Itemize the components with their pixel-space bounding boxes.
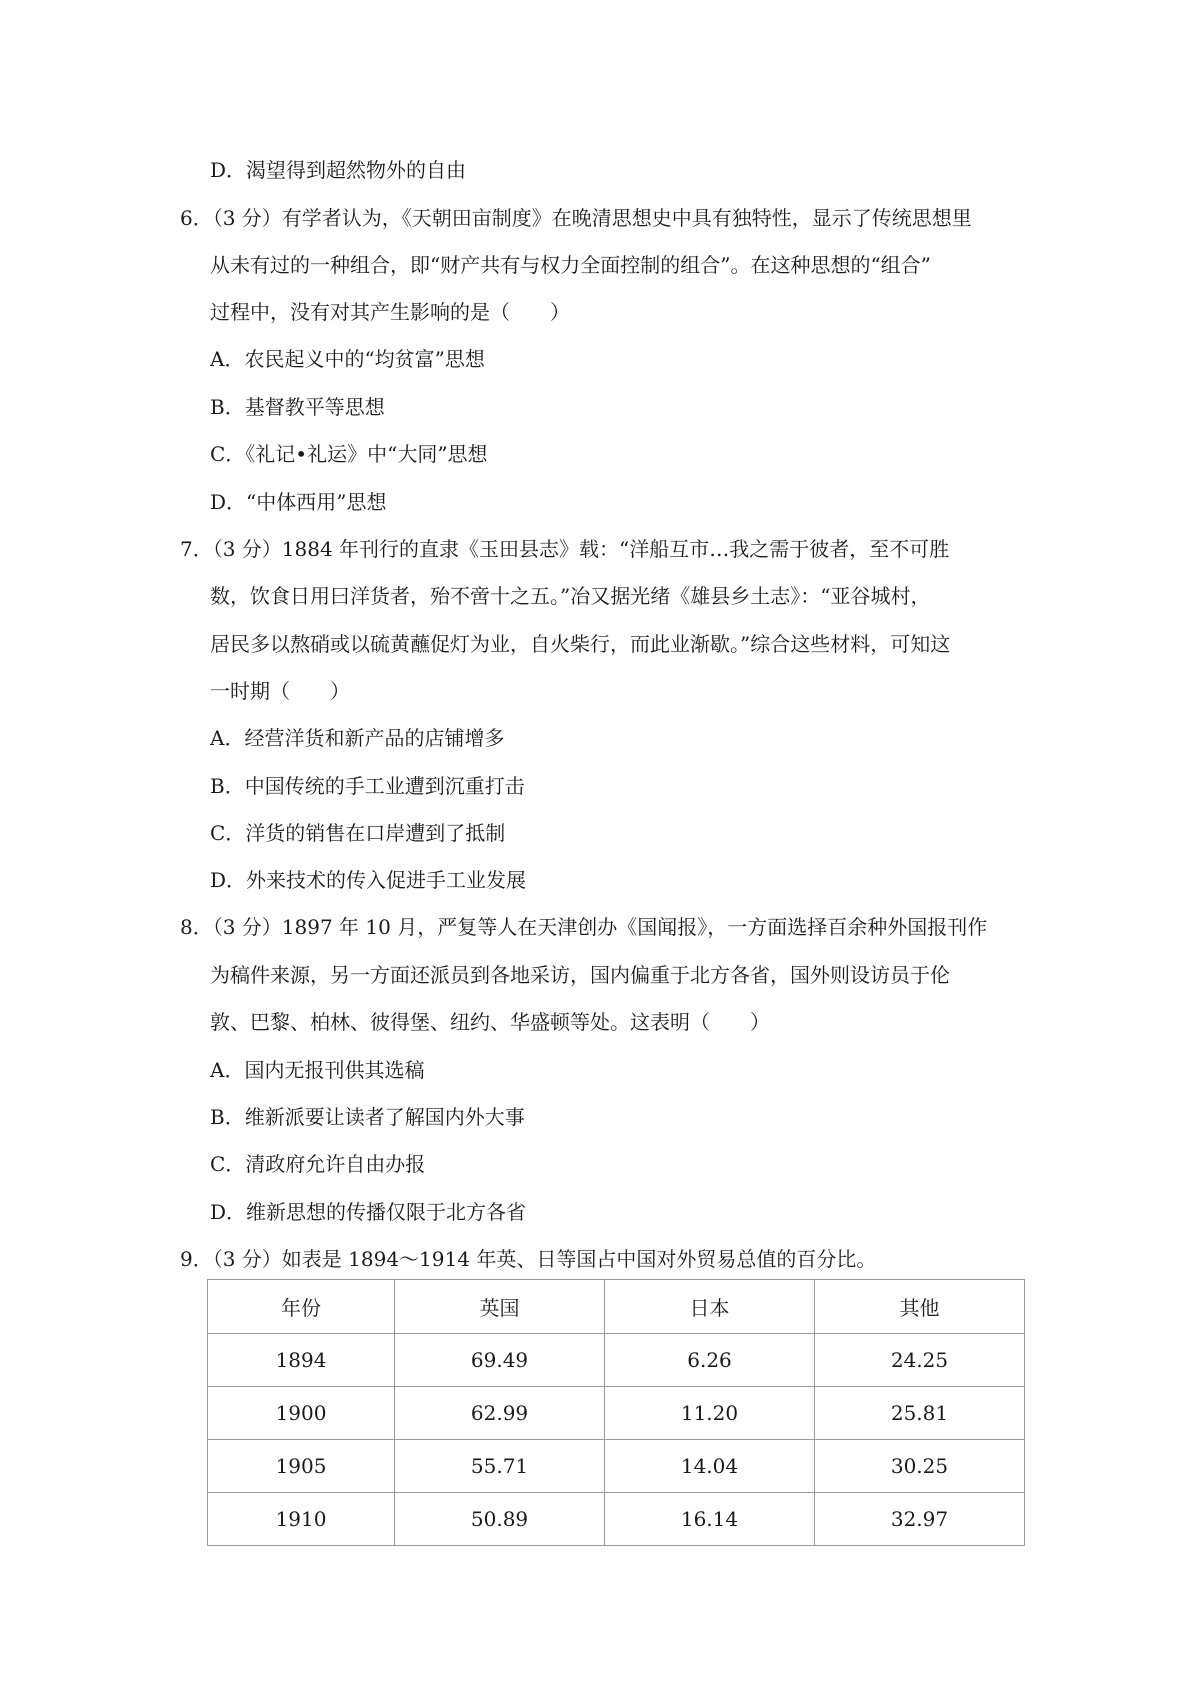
table-row bbox=[208, 1493, 1025, 1546]
table-cell: 69.49 bbox=[395, 1334, 605, 1387]
header-cell: 英国 bbox=[395, 1280, 605, 1334]
answer-option: D．维新思想的传播仅限于北方各省 bbox=[210, 1200, 527, 1224]
table-cell: 25.81 bbox=[814, 1387, 1024, 1440]
table-cell: 14.04 bbox=[605, 1440, 815, 1493]
answer-option: C．洋货的销售在口岸遭到了抵制 bbox=[210, 821, 506, 845]
question-stem: 7．（3 分）1884 年刊行的直隶《玉田县志》载：“洋船互市…我之需于彼者，至不可胜 bbox=[180, 537, 950, 561]
table-cell: 1894 bbox=[208, 1334, 395, 1387]
header-cell: 其他 bbox=[814, 1280, 1024, 1334]
answer-option: A．农民起义中的“均贫富”思想 bbox=[210, 347, 485, 371]
table-cell: 32.97 bbox=[814, 1493, 1024, 1546]
table-header-row bbox=[208, 1280, 1025, 1334]
question-continuation: 数，饮食日用曰洋货者，殆不啻十之五。”冶又据光绪《雄县乡土志》：“亚谷城村， bbox=[210, 584, 931, 608]
question-continuation: 从未有过的一种组合，即“财产共有与权力全面控制的组合”。在这种思想的“组合” bbox=[210, 253, 931, 277]
table-cell: 30.25 bbox=[814, 1440, 1024, 1493]
answer-option: B．维新派要让读者了解国内外大事 bbox=[210, 1105, 525, 1129]
question-continuation: 一时期（ ） bbox=[210, 679, 350, 703]
answer-option: B．基督教平等思想 bbox=[210, 395, 385, 419]
table-row bbox=[208, 1387, 1025, 1440]
answer-option: D．渴望得到超然物外的自由 bbox=[210, 158, 467, 182]
question-continuation: 敦、巴黎、柏林、彼得堡、纽约、华盛顿等处。这表明（ ） bbox=[210, 1010, 770, 1034]
table-cell: 24.25 bbox=[814, 1334, 1024, 1387]
answer-option: A．经营洋货和新产品的店铺增多 bbox=[210, 726, 505, 750]
table-row bbox=[208, 1334, 1025, 1387]
answer-option: C．清政府允许自由办报 bbox=[210, 1152, 426, 1176]
header-cell: 年份 bbox=[208, 1280, 395, 1334]
table-cell: 55.71 bbox=[395, 1440, 605, 1493]
answer-option: C．《礼记•礼运》中“大同”思想 bbox=[210, 442, 488, 466]
question-stem: 6．（3 分）有学者认为，《天朝田亩制度》在晚清思想史中具有独特性，显示了传统思想里 bbox=[180, 206, 972, 230]
question-stem: 9．（3 分）如表是 1894～1914 年英、日等国占中国对外贸易总值的百分比。 bbox=[180, 1247, 877, 1271]
table-cell: 16.14 bbox=[605, 1493, 815, 1546]
question-stem: 8．（3 分）1897 年 10 月，严复等人在天津创办《国闻报》，一方面选择百余种外国报刊作 bbox=[180, 915, 988, 939]
answer-option: D．“中体西用”思想 bbox=[210, 490, 387, 514]
question-continuation: 过程中，没有对其产生影响的是（ ） bbox=[210, 300, 570, 324]
question-continuation: 为稿件来源，另一方面还派员到各地采访，国内偏重于北方各省，国外则设访员于伦 bbox=[210, 963, 950, 987]
table-row bbox=[208, 1440, 1025, 1493]
question-continuation: 居民多以熬硝或以硫黄蘸促灯为业，自火柴行，而此业渐歇。”综合这些材料，可知这 bbox=[210, 632, 951, 656]
table-cell: 50.89 bbox=[395, 1493, 605, 1546]
table-cell: 62.99 bbox=[395, 1387, 605, 1440]
answer-option: D．外来技术的传入促进手工业发展 bbox=[210, 868, 527, 892]
header-cell: 日本 bbox=[605, 1280, 815, 1334]
answer-option: A．国内无报刊供其选稿 bbox=[210, 1058, 425, 1082]
table-cell: 6.26 bbox=[605, 1334, 815, 1387]
table-cell: 1905 bbox=[208, 1440, 395, 1493]
table-cell: 11.20 bbox=[605, 1387, 815, 1440]
table-cell: 1900 bbox=[208, 1387, 395, 1440]
trade-share-table bbox=[207, 1279, 1025, 1546]
answer-option: B．中国传统的手工业遭到沉重打击 bbox=[210, 774, 525, 798]
table-cell: 1910 bbox=[208, 1493, 395, 1546]
